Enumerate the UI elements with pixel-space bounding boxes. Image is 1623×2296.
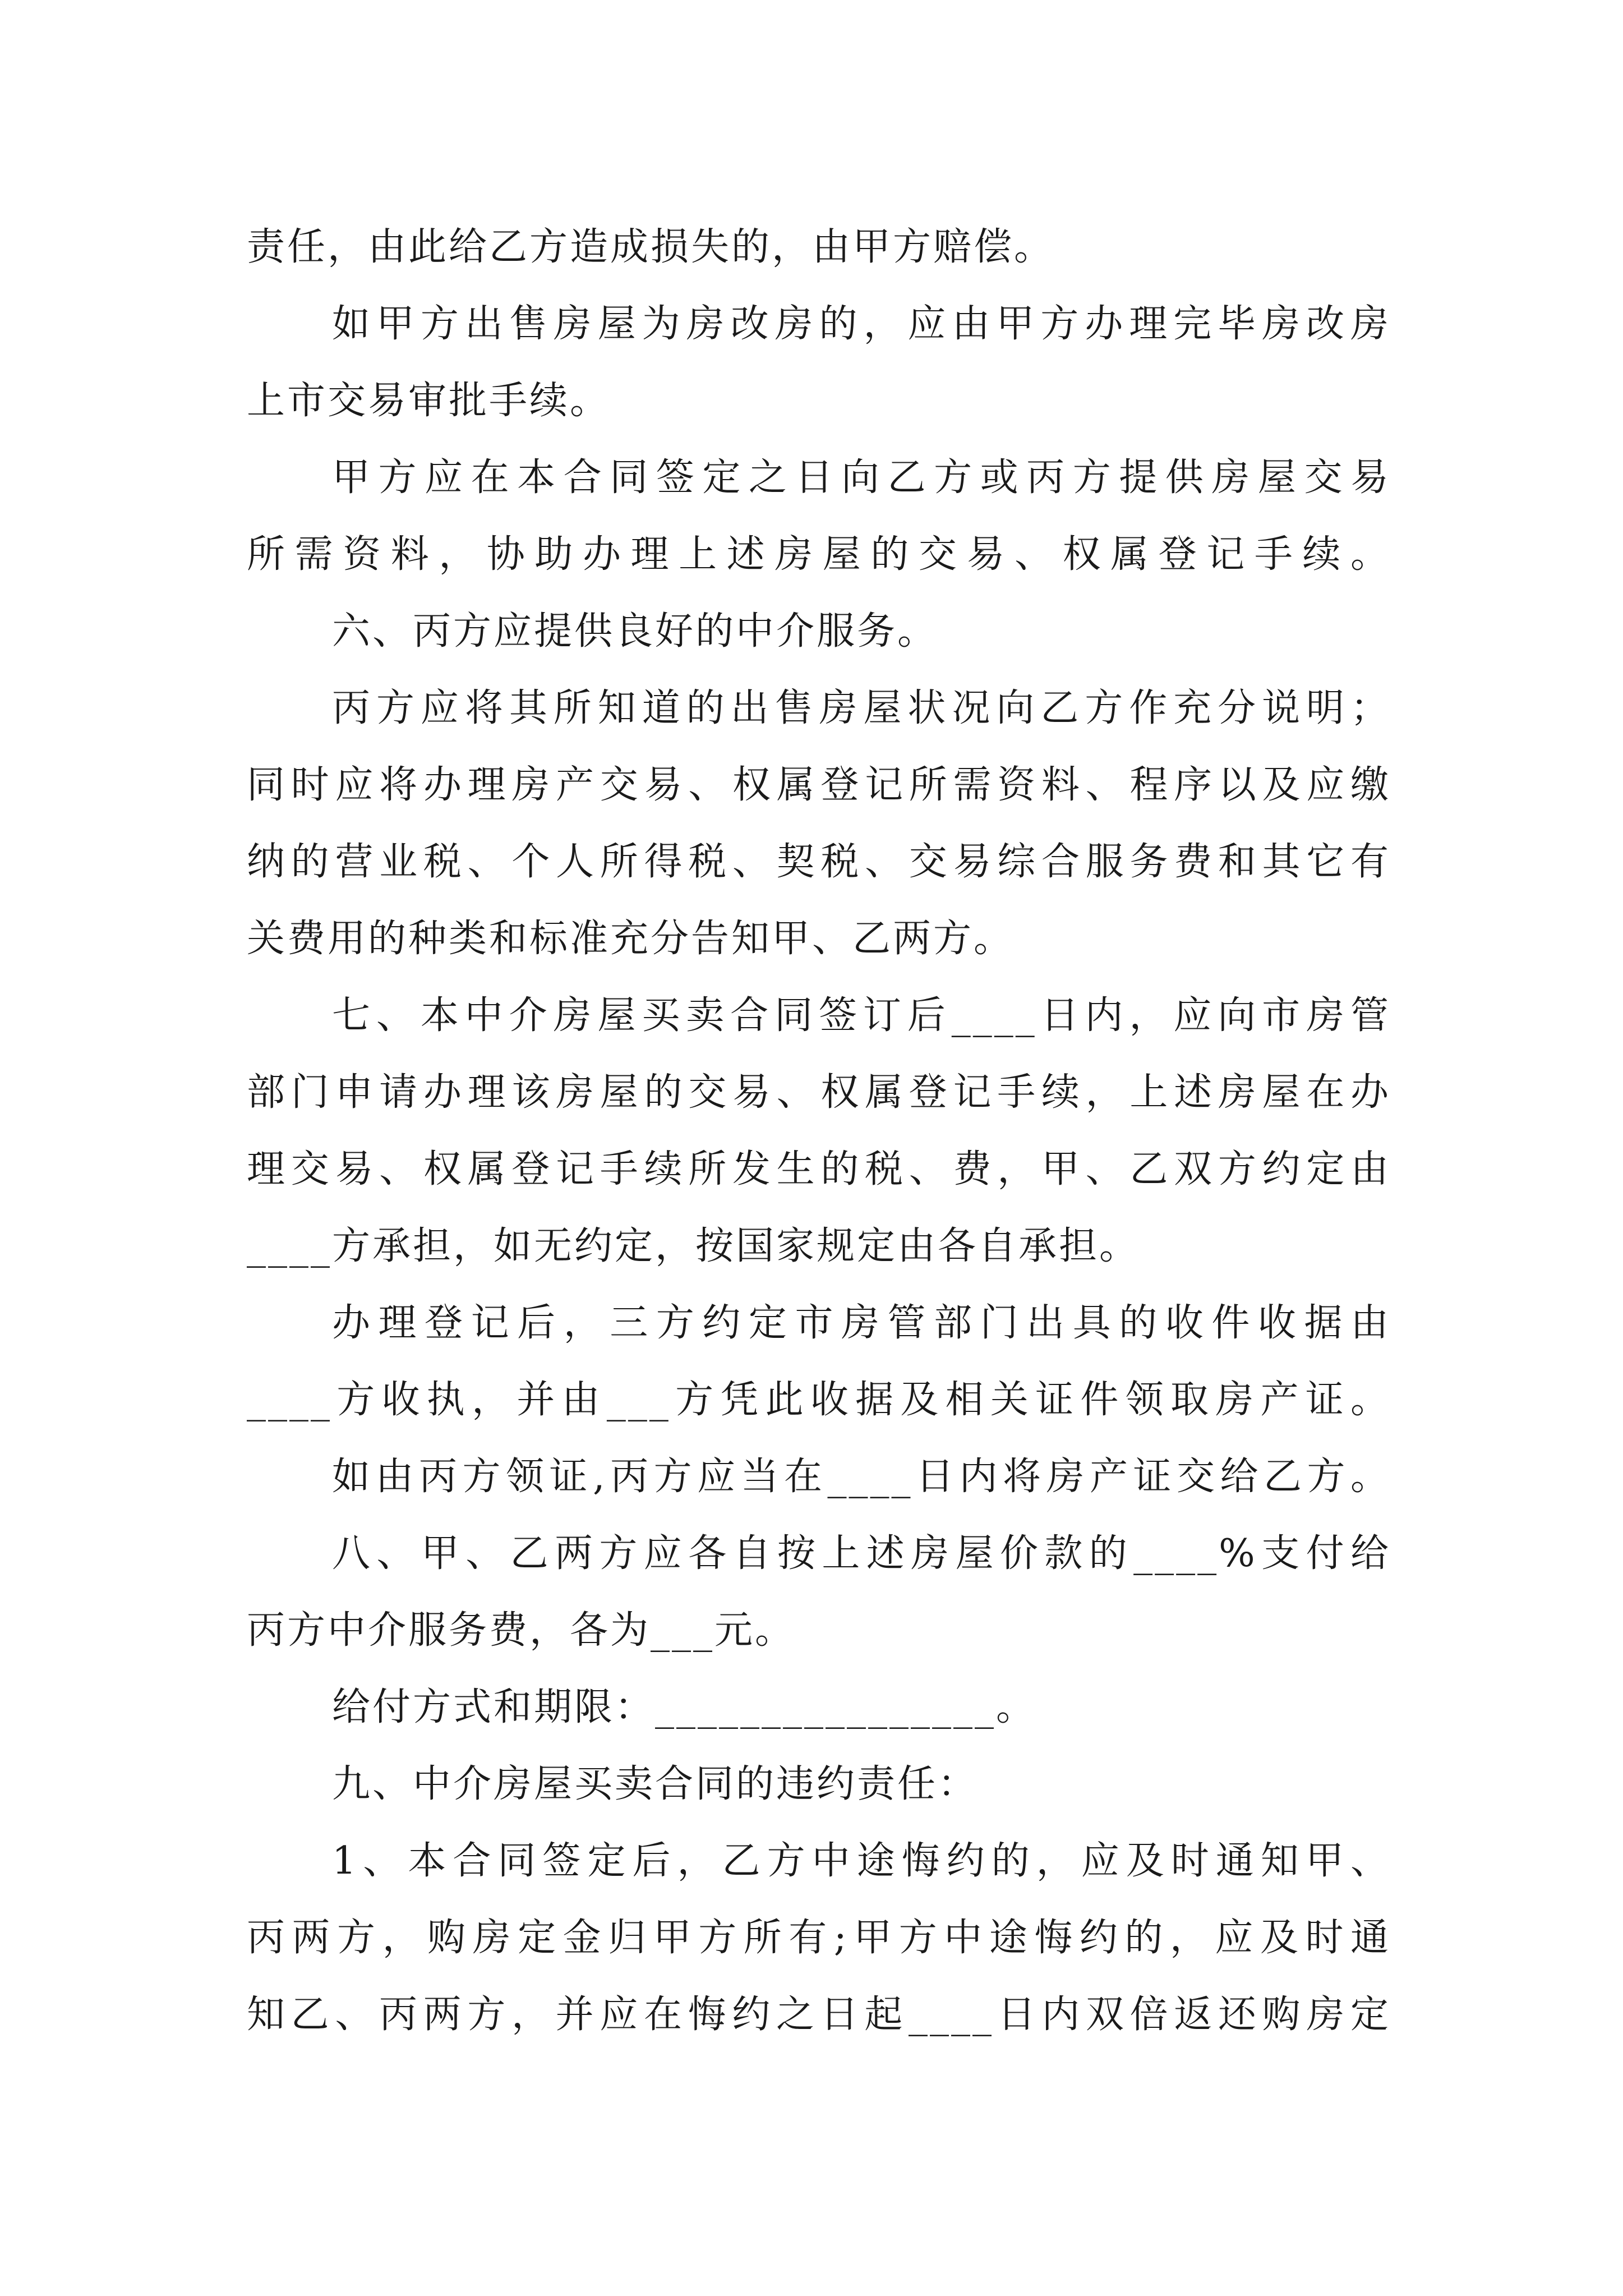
text-line: 所需资料，协助办理上述房屋的交易、权属登记手续。: [247, 532, 1391, 577]
text-line: 办理登记后，三方约定市房管部门出具的收件收据由: [332, 1301, 1391, 1345]
text-line: 上市交易审批手续。: [247, 379, 611, 423]
text-line: 关费用的种类和标准充分告知甲、乙两方。: [247, 917, 1015, 961]
text-line: 理交易、权属登记手续所发生的税、费，甲、乙双方约定由: [247, 1147, 1391, 1191]
text-line: 丙两方，购房定金归甲方所有;甲方中途悔约的，应及时通: [247, 1916, 1391, 1960]
text-line: ____方收执，并由___方凭此收据及相关证件领取房产证。: [247, 1378, 1391, 1422]
contract-body: [247, 209, 1391, 2053]
text-line: 责任，由此给乙方造成损失的，由甲方赔偿。: [247, 225, 1055, 269]
section-heading: 七、本中介房屋买卖合同签订后____日内，应向市房管: [332, 993, 1391, 1038]
text-line: 1、本合同签定后，乙方中途悔约的，应及时通知甲、: [332, 1839, 1391, 1883]
text-line: 丙方中介服务费，各为___元。: [247, 1608, 796, 1653]
section-heading: 六、丙方应提供良好的中介服务。: [332, 609, 938, 654]
section-heading: 八、甲、乙两方应各自按上述房屋价款的____%支付给: [332, 1531, 1391, 1576]
text-line: ____方承担，如无约定，按国家规定由各自承担。: [247, 1224, 1140, 1268]
text-line: 如由丙方领证,丙方应当在____日内将房产证交给乙方。: [332, 1455, 1391, 1499]
text-line: 同时应将办理房产交易、权属登记所需资料、程序以及应缴: [247, 763, 1391, 807]
text-line: 给付方式和期限：________________。: [332, 1685, 1037, 1729]
text-line: 丙方应将其所知道的出售房屋状况向乙方作充分说明；: [332, 686, 1391, 730]
text-line: 如甲方出售房屋为房改房的，应由甲方办理完毕房改房: [332, 302, 1391, 346]
text-line: 知乙、丙两方，并应在悔约之日起____日内双倍返还购房定: [247, 1993, 1391, 2037]
text-line: 纳的营业税、个人所得税、契税、交易综合服务费和其它有: [247, 840, 1391, 884]
text-line: 部门申请办理该房屋的交易、权属登记手续，上述房屋在办: [247, 1070, 1391, 1115]
text-line: 甲方应在本合同签定之日向乙方或丙方提供房屋交易: [332, 455, 1391, 500]
section-heading: 九、中介房屋买卖合同的违约责任：: [332, 1762, 979, 1806]
